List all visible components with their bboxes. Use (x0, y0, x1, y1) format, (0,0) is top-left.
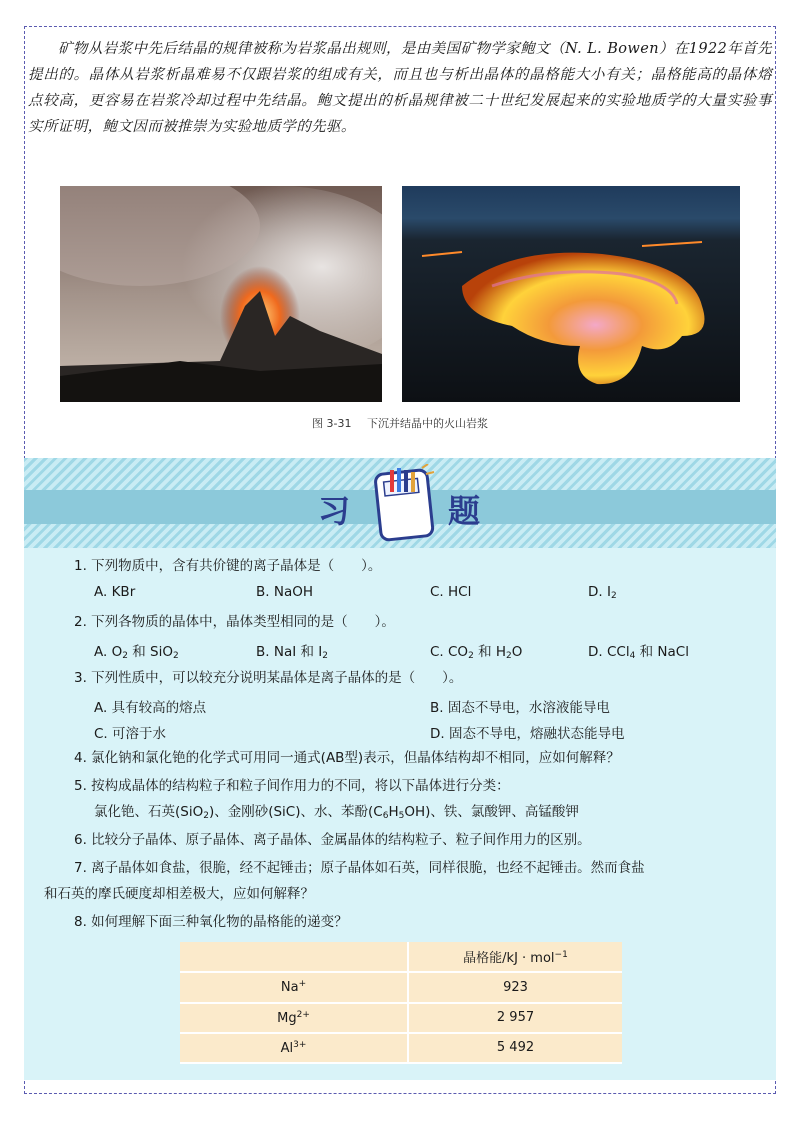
question-4: 4. 氯化钠和氯化铯的化学式可用同一通式(AB型)表示，但晶体结构却不相同，应如何解释？ (74, 750, 620, 766)
question-2: 2. 下列各物质的晶体中，晶体类型相同的是（ ）。 (74, 614, 395, 630)
q3-option-c: C. 可溶于水 (94, 726, 167, 742)
question-7-line-1: 7. 离子晶体如食盐，很脆，经不起锤击；原子晶体如石英，同样很脆，也经不起锤击。然而食盐 (74, 860, 645, 876)
figure-caption-text: 下沉并结晶中的火山岩浆 (366, 417, 488, 430)
question-3: 3. 下列性质中，可以较充分说明某晶体是离子晶体的是（ ）。 (74, 670, 463, 686)
lattice-energy-table (180, 942, 622, 1064)
exercise-title-right: 题 (448, 492, 481, 530)
question-5: 5. 按构成晶体的结构粒子和粒子间作用力的不同，将以下晶体进行分类： (74, 778, 510, 794)
table-header-row (180, 942, 622, 972)
q3-option-a: A. 具有较高的熔点 (94, 700, 207, 716)
value-cell: 5 492 (408, 1033, 622, 1063)
ion-cell: $Mg^{2+}$ (180, 1003, 408, 1033)
q3-option-b: B. 固态不导电，水溶液能导电 (430, 700, 610, 716)
table-row (180, 972, 622, 1002)
q1-option-d: D. $I_2$ (588, 584, 617, 601)
q2-option-b: B. NaI 和 $I_2$ (256, 644, 328, 661)
q3-option-d: D. 固态不导电，熔融状态能导电 (430, 726, 625, 742)
table-header-blank (180, 942, 408, 972)
q2-option-d: D. CCl$_4$ 和 NaCl (588, 644, 689, 661)
q1-option-a: A. KBr (94, 584, 136, 600)
q1-option-b: B. NaOH (256, 584, 313, 600)
question-8: 8. 如何理解下面三种氧化物的晶格能的递变？ (74, 914, 348, 930)
q2-option-a: A. $O_2$ 和 SiO$_2$ (94, 644, 179, 661)
question-1: 1. 下列物质中，含有共价键的离子晶体是（ ）。 (74, 558, 382, 574)
q1-option-c: C. HCl (430, 584, 472, 600)
table-row (180, 1003, 622, 1033)
ion-cell: $Al^{3+}$ (180, 1033, 408, 1063)
figure-number: 图 3-31 (312, 417, 352, 430)
q2-option-c: C. $CO_2$ 和 $H_2O$ (430, 644, 523, 661)
intro-paragraph: 矿物从岩浆中先后结晶的规律被称为岩浆晶出规则，是由美国矿物学家鲍文（N. L. Bowen）在1922年首先提出的。晶体从岩浆析晶难易不仅跟岩浆的组成有关，而且也与析出晶体的晶格能大小有关；晶格能高的晶体熔点较高，更容易在岩浆冷却过程中先结晶。鲍文提出的析晶规律被二十世纪发展起来的实验地质学的大量实验事实所证明，鲍文因而被推崇为实验地质学的先驱。 (28, 41, 772, 135)
volcano-eruption-photo (60, 186, 382, 402)
question-5-list: 氯化铯、石英(SiO$_2$)、金刚砂(SiC)、水、苯酚$(C_6H_5OH)$、铁、氯酸钾、高锰酸钾 (94, 804, 579, 821)
table-header-lattice-energy: 晶格能/kJ · mol$^{-1}$ (408, 942, 622, 972)
value-cell: 2 957 (408, 1003, 622, 1033)
exercise-title-left: 习 (318, 492, 351, 530)
value-cell: 923 (408, 972, 622, 1002)
question-7-line-2: 和石英的摩氏硬度却相差极大，应如何解释？ (44, 886, 314, 902)
table-row (180, 1033, 622, 1063)
figure-caption (0, 415, 800, 431)
notepad-icon (364, 464, 444, 544)
question-6: 6. 比较分子晶体、原子晶体、离子晶体、金属晶体的结构粒子、粒子间作用力的区别。 (74, 832, 591, 848)
ion-cell: Na+ (180, 972, 408, 1002)
lava-flow-photo (402, 186, 740, 402)
